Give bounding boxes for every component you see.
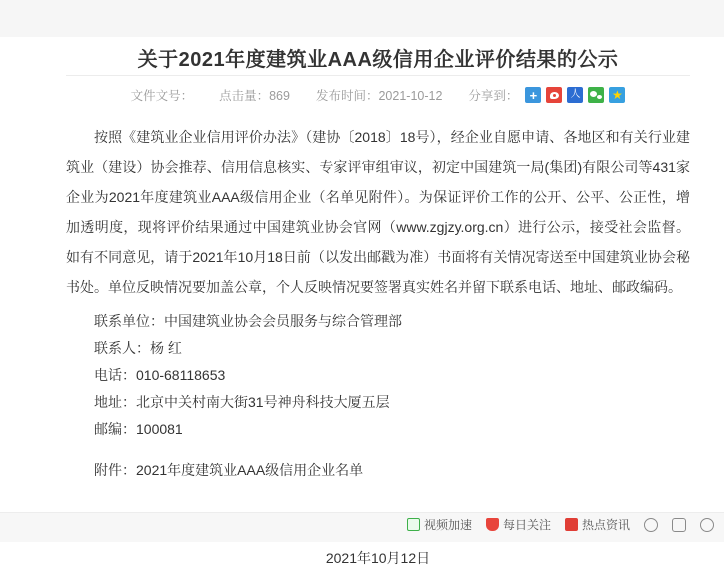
doc-number bbox=[131, 86, 194, 104]
contact-zipcode-line: 邮编：100081 bbox=[94, 421, 183, 437]
contact-block bbox=[66, 308, 690, 443]
attachment-link[interactable]: 附件：2021年度建筑业AAA级信用企业名单 bbox=[94, 462, 364, 478]
renren-icon[interactable]: 人 bbox=[567, 87, 583, 103]
news-red-icon bbox=[565, 518, 578, 531]
announcement-paragraph: 按照《建筑业企业信用评价办法》（建协〔2018〕18号），经企业自愿申请、各地区和有关行业建筑业（建设）协会推荐、信用信息核实、专家评审组审议，初定中国建筑一局(集团)有限公司等431家企业为2021年度建筑业AAA级信用企业（名单见附件）。为保证评价工作的公开、公平、公正性，增加透明度，现将评价结果通过中国建筑业协会官网（www.zgjzy.org.cn）进行公示，接受社会监督。如有不同意见，请于2021年10月18日前（以发出邮戳为准）书面将有关情况寄送至中国建筑业协会秘书处。单位反映情况要加盖公章，个人反映情况要签署真实姓名并留下联系电话、地址、邮政编码。 bbox=[66, 129, 690, 295]
save-icon[interactable] bbox=[672, 518, 686, 532]
meta-row bbox=[66, 76, 690, 114]
bottom-strip bbox=[0, 512, 724, 542]
contact-phone-line: 电话：010-68118653 bbox=[94, 367, 226, 383]
share-label: 分享到： bbox=[468, 89, 519, 103]
wechat-icon[interactable] bbox=[588, 87, 604, 103]
wechat-bubble-glyph-small bbox=[597, 95, 602, 99]
share-more-icon[interactable]: + bbox=[525, 87, 541, 103]
top-strip bbox=[0, 0, 724, 37]
hit-count-label: 点击量： bbox=[219, 89, 270, 103]
page-title: 关于2021年度建筑业AAA级信用企业评价结果的公示 bbox=[137, 49, 619, 71]
signature-date: 2021年10月12日 bbox=[325, 550, 431, 566]
hit-count bbox=[219, 86, 290, 104]
share-group bbox=[468, 86, 625, 104]
publish-time-label: 发布时间： bbox=[315, 89, 379, 103]
toolbar-item-news-label: 热点资讯 bbox=[581, 518, 630, 532]
bottom-toolbar bbox=[407, 516, 714, 533]
plugin-green-icon bbox=[407, 518, 420, 531]
sina-weibo-icon[interactable] bbox=[546, 87, 562, 103]
doc-number-label: 文件文号： bbox=[130, 89, 194, 103]
article bbox=[66, 37, 690, 572]
contact-address-line: 地址：北京中关村南大街31号神舟科技大厦五层 bbox=[94, 394, 390, 410]
toolbar-item-daily-label: 每日关注 bbox=[502, 518, 551, 532]
screenshot-icon[interactable] bbox=[644, 518, 658, 532]
share-icon[interactable] bbox=[700, 518, 714, 532]
contact-unit-line: 联系单位：中国建筑业协会会员服务与综合管理部 bbox=[94, 313, 402, 329]
contact-person-line: 联系人：杨 红 bbox=[94, 340, 182, 356]
toolbar-item-video-label: 视频加速 bbox=[423, 518, 472, 532]
flame-icon bbox=[486, 518, 499, 531]
toolbar-item-news[interactable] bbox=[565, 516, 630, 533]
share-icons bbox=[525, 87, 625, 103]
hit-count-value: 869 bbox=[269, 89, 290, 103]
toolbar-item-video[interactable] bbox=[407, 516, 472, 533]
publish-time-value: 2021-10-12 bbox=[378, 89, 443, 103]
weibo-eye-glyph bbox=[550, 92, 559, 99]
toolbar-item-daily[interactable] bbox=[486, 516, 551, 533]
publish-time bbox=[316, 86, 442, 104]
wechat-bubble-glyph bbox=[590, 91, 597, 97]
qzone-icon[interactable]: ★ bbox=[609, 87, 625, 103]
